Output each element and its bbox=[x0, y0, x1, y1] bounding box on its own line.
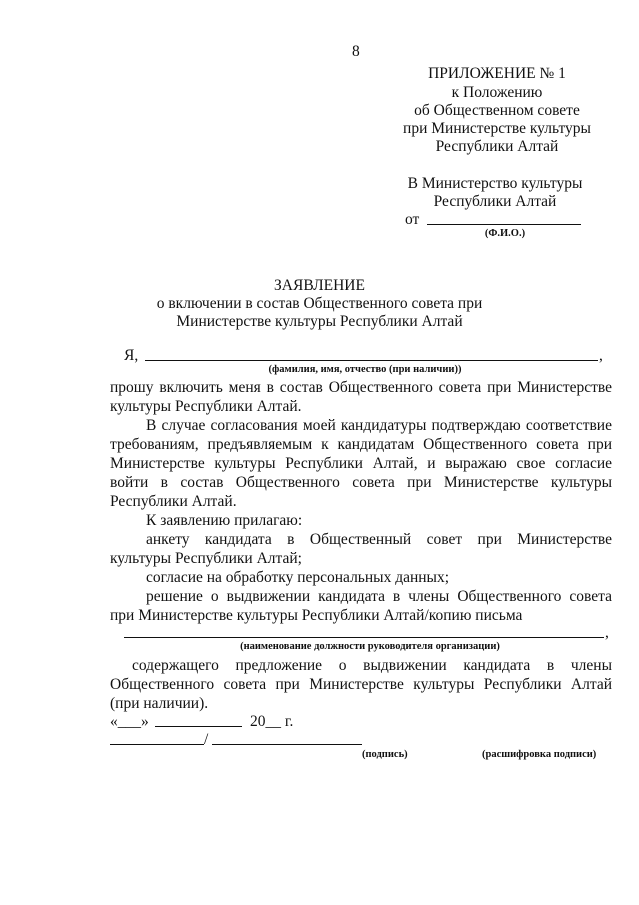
paragraph-1-line-2: культуры Республики Алтай. bbox=[110, 398, 302, 415]
from-caption: (Ф.И.О.) bbox=[484, 228, 526, 239]
applicant-name-caption: (фамилия, имя, отчество (при наличии)) bbox=[268, 364, 462, 375]
paragraph-2-line-5: Республики Алтай. bbox=[110, 493, 237, 510]
paragraph-2-line-1: В случае согласования моей кандидатуры подтверждаю соответствие bbox=[146, 417, 612, 434]
attachment-2: согласие на обработку персональных данных; bbox=[146, 569, 450, 586]
document-subtitle-1: о включении в состав Общественного совета при bbox=[156, 295, 483, 312]
attachment-1-line-1: анкету кандидата в Общественный совет при Министерстве bbox=[146, 531, 612, 548]
signature-decode-caption: (расшифровка подписи) bbox=[482, 749, 597, 760]
applicant-name-line[interactable] bbox=[145, 360, 598, 361]
paragraph-3-line-3: (при наличии). bbox=[110, 695, 209, 712]
paragraph-2-line-4: войти в состав Общественного совета при Министерстве культуры bbox=[110, 474, 612, 491]
organization-line[interactable] bbox=[124, 637, 604, 638]
paragraph-1-line-1: прошу включить меня в состав Общественного совета при Министерстве bbox=[110, 379, 612, 396]
i-label: Я, bbox=[124, 347, 139, 364]
appendix-line-2: об Общественном совете bbox=[414, 102, 580, 119]
signature-line[interactable] bbox=[110, 744, 204, 745]
appendix-line-3: при Министерстве культуры bbox=[403, 120, 591, 137]
organization-comma: , bbox=[605, 624, 609, 641]
signature-caption: (подпись) bbox=[362, 749, 408, 760]
from-name-line[interactable] bbox=[427, 224, 581, 225]
document-title: ЗАЯВЛЕНИЕ bbox=[274, 277, 365, 294]
appendix-title: ПРИЛОЖЕНИЕ № 1 bbox=[428, 65, 566, 82]
page-number: 8 bbox=[352, 43, 360, 60]
signature-slash: / bbox=[204, 731, 209, 748]
paragraph-3-line-2: Общественного совета при Министерстве культуры Республики Алтай bbox=[110, 676, 612, 693]
appendix-line-4: Республики Алтай bbox=[435, 138, 559, 155]
paragraph-2-line-2: требованиям, предъявляемым к кандидатам Общественного совета при bbox=[110, 436, 612, 453]
date-year[interactable]: 20__ г. bbox=[250, 713, 294, 730]
date-month-line[interactable] bbox=[155, 726, 242, 727]
document-subtitle-2: Министерстве культуры Республики Алтай bbox=[176, 313, 463, 330]
organization-caption: (наименование должности руководителя организации) bbox=[240, 641, 500, 652]
paragraph-3-line-1: содержащего предложение о выдвижении кандидата в члены bbox=[132, 657, 612, 674]
applicant-comma: , bbox=[599, 347, 603, 364]
appendix-line-1: к Положению bbox=[451, 84, 543, 101]
date-day[interactable]: «___» bbox=[110, 713, 149, 730]
addressee-line-1: В Министерство культуры bbox=[407, 175, 583, 192]
addressee-line-2: Республики Алтай bbox=[433, 193, 557, 210]
attachment-3-line-2: при Министерстве культуры Республики Алтай/копию письма bbox=[110, 607, 523, 624]
signature-decode-line[interactable] bbox=[212, 744, 362, 745]
attachments-intro: К заявлению прилагаю: bbox=[146, 512, 303, 529]
from-label: от bbox=[405, 211, 420, 228]
attachment-3-line-1: решение о выдвижении кандидата в члены Общественного совета bbox=[146, 588, 612, 605]
attachment-1-line-2: культуры Республики Алтай; bbox=[110, 550, 302, 567]
paragraph-2-line-3: Министерстве культуры Республики Алтай, и выражаю свое согласие bbox=[110, 455, 612, 472]
